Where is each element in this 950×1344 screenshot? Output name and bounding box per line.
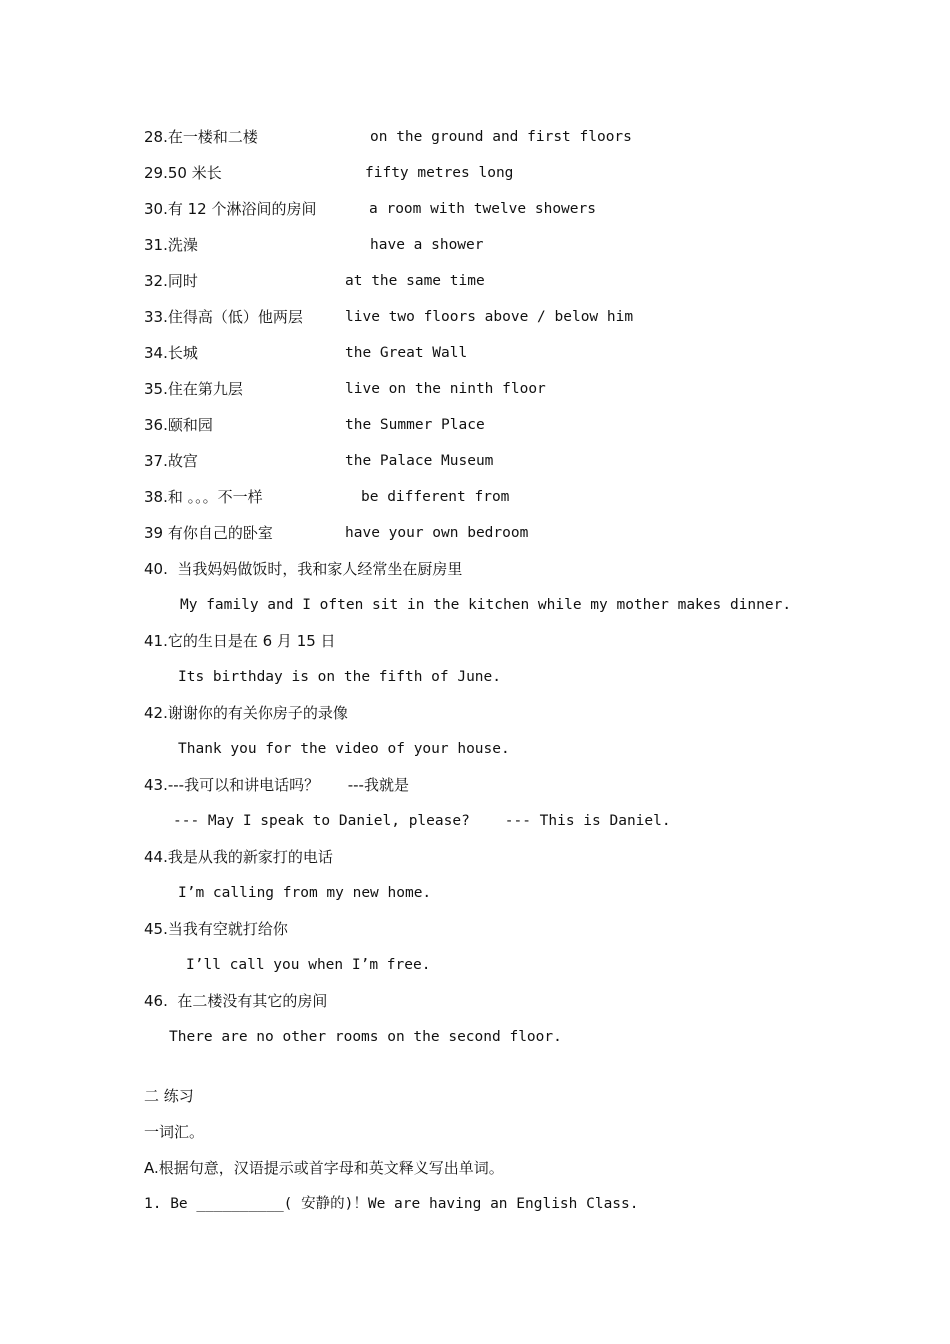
phrase-31-en: have a shower xyxy=(370,237,484,253)
phrase-33-zh: 33.住得高（低）他两层 xyxy=(144,308,303,326)
sentence-44-en: I’m calling from my new home. xyxy=(178,885,432,901)
phrase-36-zh: 36.颐和园 xyxy=(144,416,213,434)
sentence-42-en: Thank you for the video of your house. xyxy=(178,741,510,757)
phrase-35-zh: 35.住在第九层 xyxy=(144,380,243,398)
phrase-39-en: have your own bedroom xyxy=(345,525,529,541)
sentence-44-zh: 44.我是从我的新家打的电话 xyxy=(144,848,333,866)
sentence-40-en: My family and I often sit in the kitchen while my mother makes dinner. xyxy=(180,597,792,613)
phrase-39-zh: 39 有你自己的卧室 xyxy=(144,524,273,542)
phrase-32-en: at the same time xyxy=(345,273,485,289)
section-heading: 二 练习 xyxy=(144,1087,194,1105)
section-subheading: 一词汇。 xyxy=(144,1123,205,1141)
phrase-38-zh: 38.和 。。。不一样 xyxy=(144,488,263,506)
sentence-43-zh: 43.---我可以和讲电话吗？ ---我就是 xyxy=(144,776,409,794)
sentence-45-zh: 45.当我有空就打给你 xyxy=(144,920,288,938)
sentence-43-en: --- May I speak to Daniel, please? --- This is Daniel. xyxy=(173,813,671,829)
sentence-41-zh: 41.它的生日是在 6 月 15 日 xyxy=(144,632,336,650)
phrase-29-en: fifty metres long xyxy=(365,165,514,181)
phrase-33-en: live two floors above / below him xyxy=(345,309,634,325)
sentence-46-en: There are no other rooms on the second floor. xyxy=(169,1029,562,1045)
phrase-37-zh: 37.故宫 xyxy=(144,452,198,470)
phrase-34-zh: 34.长城 xyxy=(144,344,198,362)
exercise-question-1: 1. Be __________( 安静的)！We are having an English Class. xyxy=(144,1196,639,1212)
exercise-instruction: A.根据句意，汉语提示或首字母和英文释义写出单词。 xyxy=(144,1159,504,1177)
phrase-35-en: live on the ninth floor xyxy=(345,381,546,397)
phrase-30-en: a room with twelve showers xyxy=(369,201,596,217)
sentence-46-zh: 46. 在二楼没有其它的房间 xyxy=(144,992,328,1010)
phrase-37-en: the Palace Museum xyxy=(345,453,494,469)
phrase-34-en: the Great Wall xyxy=(345,345,468,361)
phrase-38-en: be different from xyxy=(361,489,510,505)
sentence-45-en: I’ll call you when I’m free. xyxy=(186,957,431,973)
phrase-31-zh: 31.洗澡 xyxy=(144,236,198,254)
phrase-36-en: the Summer Place xyxy=(345,417,485,433)
sentence-40-zh: 40. 当我妈妈做饭时，我和家人经常坐在厨房里 xyxy=(144,560,463,578)
phrase-30-zh: 30.有 12 个淋浴间的房间 xyxy=(144,200,317,218)
phrase-32-zh: 32.同时 xyxy=(144,272,198,290)
phrase-28-en: on the ground and first floors xyxy=(370,129,632,145)
sentence-42-zh: 42.谢谢你的有关你房子的录像 xyxy=(144,704,348,722)
phrase-29-zh: 29.50 米长 xyxy=(144,164,222,182)
phrase-28-zh: 28.在一楼和二楼 xyxy=(144,128,258,146)
sentence-41-en: Its birthday is on the fifth of June. xyxy=(178,669,502,685)
